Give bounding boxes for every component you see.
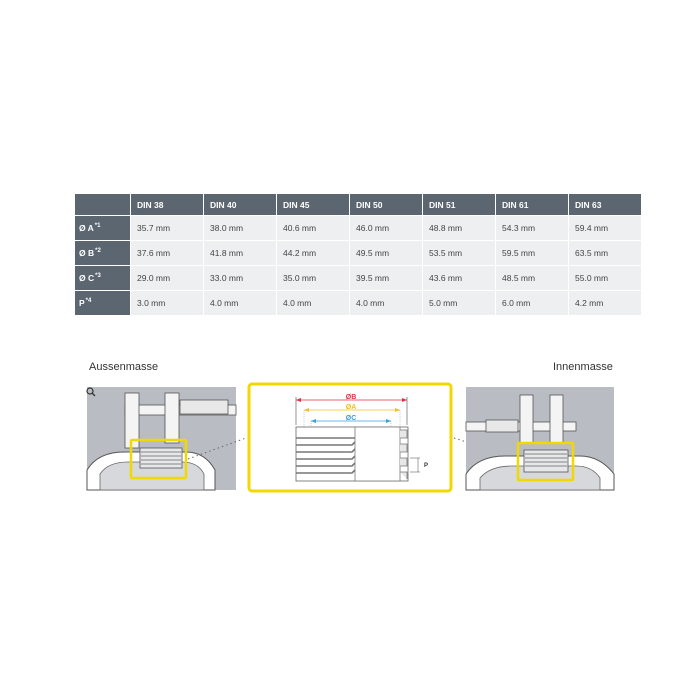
col-header: DIN 40 — [204, 194, 277, 216]
table-cell: 43.6 mm — [423, 266, 496, 291]
outer-dimensions-label: Aussenmasse — [89, 361, 159, 373]
table-cell: 4.0 mm — [350, 291, 423, 316]
row-footnote: *1 — [94, 223, 101, 229]
table-cell: 35.7 mm — [131, 216, 204, 241]
col-header: DIN 61 — [496, 194, 569, 216]
row-label: Ø A — [79, 223, 94, 233]
table-cell: 4.0 mm — [277, 291, 350, 316]
table-cell: 55.0 mm — [569, 266, 642, 291]
dim-p-label: P — [424, 463, 429, 469]
table-cell: 35.0 mm — [277, 266, 350, 291]
table-cell: 38.0 mm — [204, 216, 277, 241]
table-cell: 59.5 mm — [496, 241, 569, 266]
table-cell: 4.0 mm — [204, 291, 277, 316]
dim-c-label: ØC — [345, 415, 357, 422]
table-cell: 4.2 mm — [569, 291, 642, 316]
table-cell: 39.5 mm — [350, 266, 423, 291]
col-header: DIN 45 — [277, 194, 350, 216]
detail-zoom-panel — [249, 384, 451, 491]
outer-measure-panel — [87, 387, 236, 490]
inner-dimensions-label: Innenmasse — [553, 361, 613, 373]
table-cell: 5.0 mm — [423, 291, 496, 316]
row-label: P — [79, 298, 85, 308]
col-header: DIN 38 — [131, 194, 204, 216]
table-cell: 48.5 mm — [496, 266, 569, 291]
row-label: Ø C — [79, 273, 95, 283]
dim-b-label: ØB — [345, 394, 357, 401]
col-header: DIN 50 — [350, 194, 423, 216]
table-cell: 53.5 mm — [423, 241, 496, 266]
col-header: DIN 51 — [423, 194, 496, 216]
table-cell: 54.3 mm — [496, 216, 569, 241]
row-label: Ø B — [79, 248, 95, 258]
table-cell: 33.0 mm — [204, 266, 277, 291]
table-cell: 6.0 mm — [496, 291, 569, 316]
table-cell: 29.0 mm — [131, 266, 204, 291]
table-cell: 37.6 mm — [131, 241, 204, 266]
table-cell: 48.8 mm — [423, 216, 496, 241]
table-cell: 40.6 mm — [277, 216, 350, 241]
table-cell: 49.5 mm — [350, 241, 423, 266]
col-header: DIN 63 — [569, 194, 642, 216]
table-cell: 63.5 mm — [569, 241, 642, 266]
row-footnote: *3 — [95, 273, 101, 279]
row-footnote: *4 — [85, 298, 92, 304]
table-cell: 59.4 mm — [569, 216, 642, 241]
table-cell: 46.0 mm — [350, 216, 423, 241]
inner-measure-panel — [466, 387, 614, 490]
table-cell: 44.2 mm — [277, 241, 350, 266]
row-footnote: *2 — [95, 248, 101, 254]
table-cell: 3.0 mm — [131, 291, 204, 316]
dim-a-label: ØA — [345, 404, 357, 411]
table-cell: 41.8 mm — [204, 241, 277, 266]
